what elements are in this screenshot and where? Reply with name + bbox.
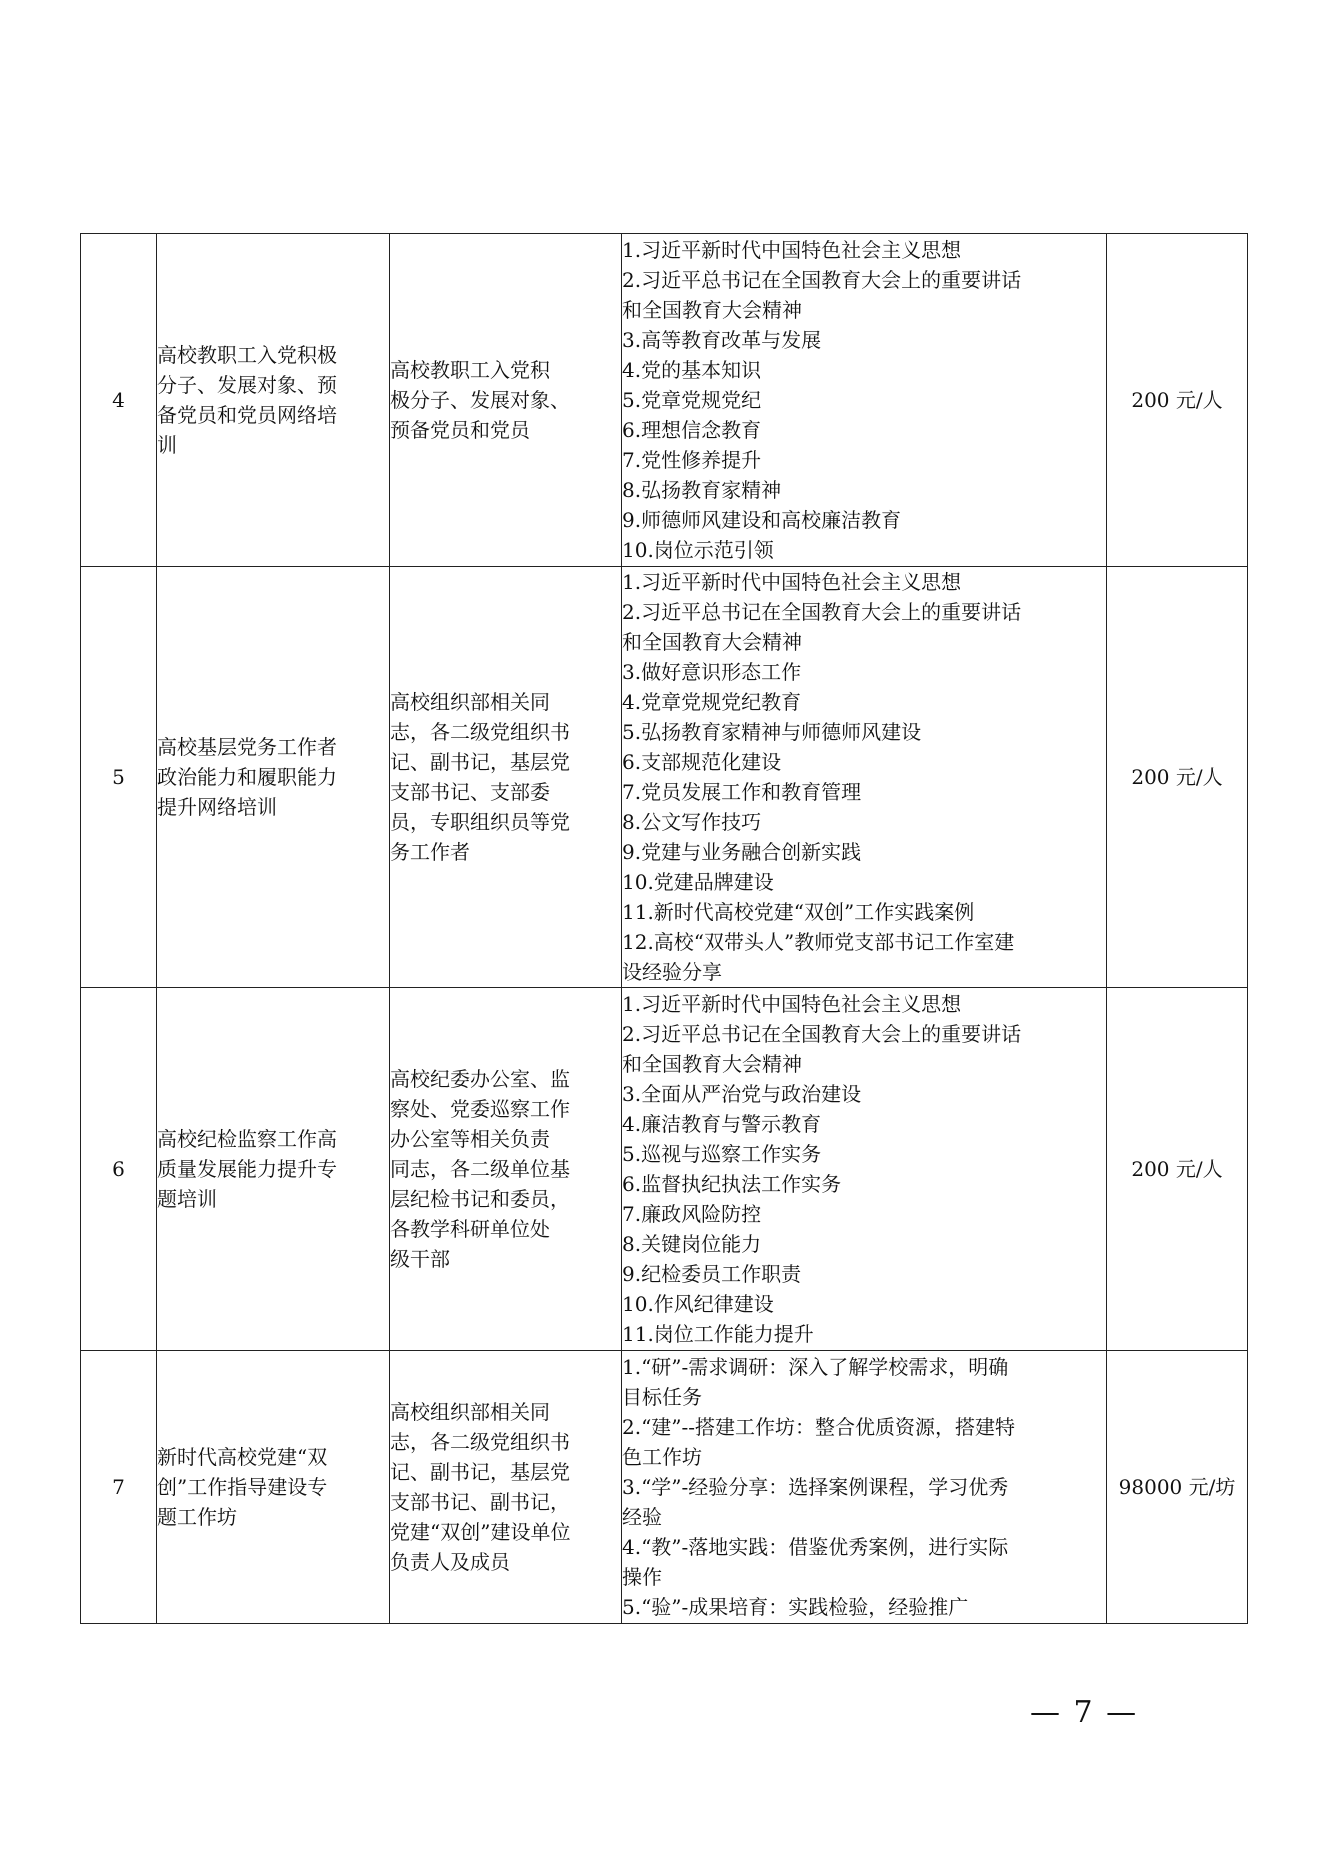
content-item: 6.支部规范化建设 xyxy=(622,750,782,774)
content-item: 9.师德师风建设和高校廉洁教育 xyxy=(622,508,902,532)
fee-cell: 200 元/人 xyxy=(1107,567,1248,988)
target-audience-line: 同志，各二级单位基 xyxy=(390,1157,570,1181)
training-content-cell xyxy=(622,1351,1107,1624)
row-number: 7 xyxy=(81,1351,157,1624)
training-name-line: 创”工作指导建设专 xyxy=(157,1475,328,1499)
target-audience-cell xyxy=(390,1351,622,1624)
content-item: 3.做好意识形态工作 xyxy=(622,660,802,684)
content-item: 和全国教育大会精神 xyxy=(622,630,802,654)
content-item: 2.“建”--搭建工作坊：整合优质资源，搭建特 xyxy=(622,1415,1016,1439)
target-audience-line: 高校纪委办公室、监 xyxy=(390,1067,570,1091)
content-item: 色工作坊 xyxy=(622,1445,702,1469)
training-content-cell xyxy=(622,988,1107,1351)
content-item: 5.巡视与巡察工作实务 xyxy=(622,1142,822,1166)
content-item: 2.习近平总书记在全国教育大会上的重要讲话 xyxy=(622,600,1022,624)
target-audience-line: 志，各二级党组织书 xyxy=(390,1430,570,1454)
target-audience-line: 支部书记、副书记， xyxy=(390,1490,570,1514)
training-name-line: 题工作坊 xyxy=(157,1505,237,1529)
content-item: 目标任务 xyxy=(622,1385,702,1409)
content-item: 7.廉政风险防控 xyxy=(622,1202,762,1226)
training-name-line: 训 xyxy=(157,433,177,457)
target-audience-line: 志，各二级党组织书 xyxy=(390,720,570,744)
content-item: 12.高校“双带头人”教师党支部书记工作室建 xyxy=(622,930,1015,954)
target-audience-line: 员，专职组织员等党 xyxy=(390,810,570,834)
target-audience-line: 预备党员和党员 xyxy=(390,418,530,442)
content-item: 6.理想信念教育 xyxy=(622,418,762,442)
content-item: 操作 xyxy=(622,1565,662,1589)
content-item: 8.弘扬教育家精神 xyxy=(622,478,782,502)
content-item: 3.全面从严治党与政治建设 xyxy=(622,1082,862,1106)
target-audience-line: 极分子、发展对象、 xyxy=(390,388,570,412)
content-item: 5.弘扬教育家精神与师德师风建设 xyxy=(622,720,922,744)
training-name-line: 政治能力和履职能力 xyxy=(157,765,337,789)
target-audience-line: 记、副书记，基层党 xyxy=(390,750,570,774)
content-item: 1.“研”-需求调研：深入了解学校需求，明确 xyxy=(622,1355,1009,1379)
content-item: 11.新时代高校党建“双创”工作实践案例 xyxy=(622,900,975,924)
table-row xyxy=(81,567,1248,988)
row-number: 4 xyxy=(81,234,157,567)
content-item: 和全国教育大会精神 xyxy=(622,1052,802,1076)
content-item: 11.岗位工作能力提升 xyxy=(622,1322,814,1346)
content-item: 4.廉洁教育与警示教育 xyxy=(622,1112,822,1136)
content-item: 2.习近平总书记在全国教育大会上的重要讲话 xyxy=(622,268,1022,292)
training-name-line: 新时代高校党建“双 xyxy=(157,1445,328,1469)
training-name-cell xyxy=(157,234,390,567)
content-item: 10.党建品牌建设 xyxy=(622,870,774,894)
target-audience-cell xyxy=(390,567,622,988)
content-item: 1.习近平新时代中国特色社会主义思想 xyxy=(622,238,962,262)
training-name-line: 高校教职工入党积极 xyxy=(157,343,337,367)
content-item: 1.习近平新时代中国特色社会主义思想 xyxy=(622,570,962,594)
target-audience-line: 办公室等相关负责 xyxy=(390,1127,550,1151)
content-item: 6.监督执纪执法工作实务 xyxy=(622,1172,842,1196)
training-name-line: 备党员和党员网络培 xyxy=(157,403,337,427)
content-item: 9.纪检委员工作职责 xyxy=(622,1262,802,1286)
content-item: 9.党建与业务融合创新实践 xyxy=(622,840,862,864)
target-audience-line: 党建“双创”建设单位 xyxy=(390,1520,571,1544)
training-name-cell xyxy=(157,1351,390,1624)
table-row xyxy=(81,234,1248,567)
content-item: 10.作风纪律建设 xyxy=(622,1292,774,1316)
content-item: 7.党员发展工作和教育管理 xyxy=(622,780,862,804)
content-item: 4.“教”-落地实践：借鉴优秀案例，进行实际 xyxy=(622,1535,1009,1559)
training-plan-table xyxy=(80,233,1248,1624)
target-audience-line: 高校组织部相关同 xyxy=(390,690,550,714)
target-audience-line: 高校组织部相关同 xyxy=(390,1400,550,1424)
training-name-line: 高校基层党务工作者 xyxy=(157,735,337,759)
table-row xyxy=(81,988,1248,1351)
target-audience-line: 各教学科研单位处 xyxy=(390,1217,550,1241)
training-name-cell xyxy=(157,567,390,988)
target-audience-line: 察处、党委巡察工作 xyxy=(390,1097,570,1121)
training-name-line: 分子、发展对象、预 xyxy=(157,373,337,397)
training-name-line: 高校纪检监察工作高 xyxy=(157,1127,337,1151)
content-item: 和全国教育大会精神 xyxy=(622,298,802,322)
content-item: 3.高等教育改革与发展 xyxy=(622,328,822,352)
target-audience-cell xyxy=(390,988,622,1351)
content-item: 8.公文写作技巧 xyxy=(622,810,762,834)
training-name-line: 提升网络培训 xyxy=(157,795,277,819)
training-name-cell xyxy=(157,988,390,1351)
target-audience-cell xyxy=(390,234,622,567)
content-item: 2.习近平总书记在全国教育大会上的重要讲话 xyxy=(622,1022,1022,1046)
fee-cell: 98000 元/坊 xyxy=(1107,1351,1248,1624)
content-item: 10.岗位示范引领 xyxy=(622,538,774,562)
content-item: 5.“验”-成果培育：实践检验，经验推广 xyxy=(622,1595,969,1619)
fee-cell: 200 元/人 xyxy=(1107,234,1248,567)
training-content-cell xyxy=(622,567,1107,988)
content-item: 4.党的基本知识 xyxy=(622,358,762,382)
row-number: 5 xyxy=(81,567,157,988)
content-item: 3.“学”-经验分享：选择案例课程，学习优秀 xyxy=(622,1475,1009,1499)
target-audience-line: 层纪检书记和委员， xyxy=(390,1187,570,1211)
target-audience-line: 记、副书记，基层党 xyxy=(390,1460,570,1484)
row-number: 6 xyxy=(81,988,157,1351)
target-audience-line: 高校教职工入党积 xyxy=(390,358,550,382)
table-row xyxy=(81,1351,1248,1624)
page-number: — 7 — xyxy=(1030,1695,1139,1730)
target-audience-line: 级干部 xyxy=(390,1247,450,1271)
content-item: 1.习近平新时代中国特色社会主义思想 xyxy=(622,992,962,1016)
content-item: 5.党章党规党纪 xyxy=(622,388,762,412)
target-audience-line: 负责人及成员 xyxy=(390,1550,510,1574)
training-name-line: 质量发展能力提升专 xyxy=(157,1157,337,1181)
training-content-cell xyxy=(622,234,1107,567)
target-audience-line: 务工作者 xyxy=(390,840,470,864)
content-item: 7.党性修养提升 xyxy=(622,448,762,472)
training-name-line: 题培训 xyxy=(157,1187,217,1211)
content-item: 设经验分享 xyxy=(622,960,722,984)
content-item: 4.党章党规党纪教育 xyxy=(622,690,802,714)
target-audience-line: 支部书记、支部委 xyxy=(390,780,550,804)
content-item: 经验 xyxy=(622,1505,662,1529)
fee-cell: 200 元/人 xyxy=(1107,988,1248,1351)
content-item: 8.关键岗位能力 xyxy=(622,1232,762,1256)
